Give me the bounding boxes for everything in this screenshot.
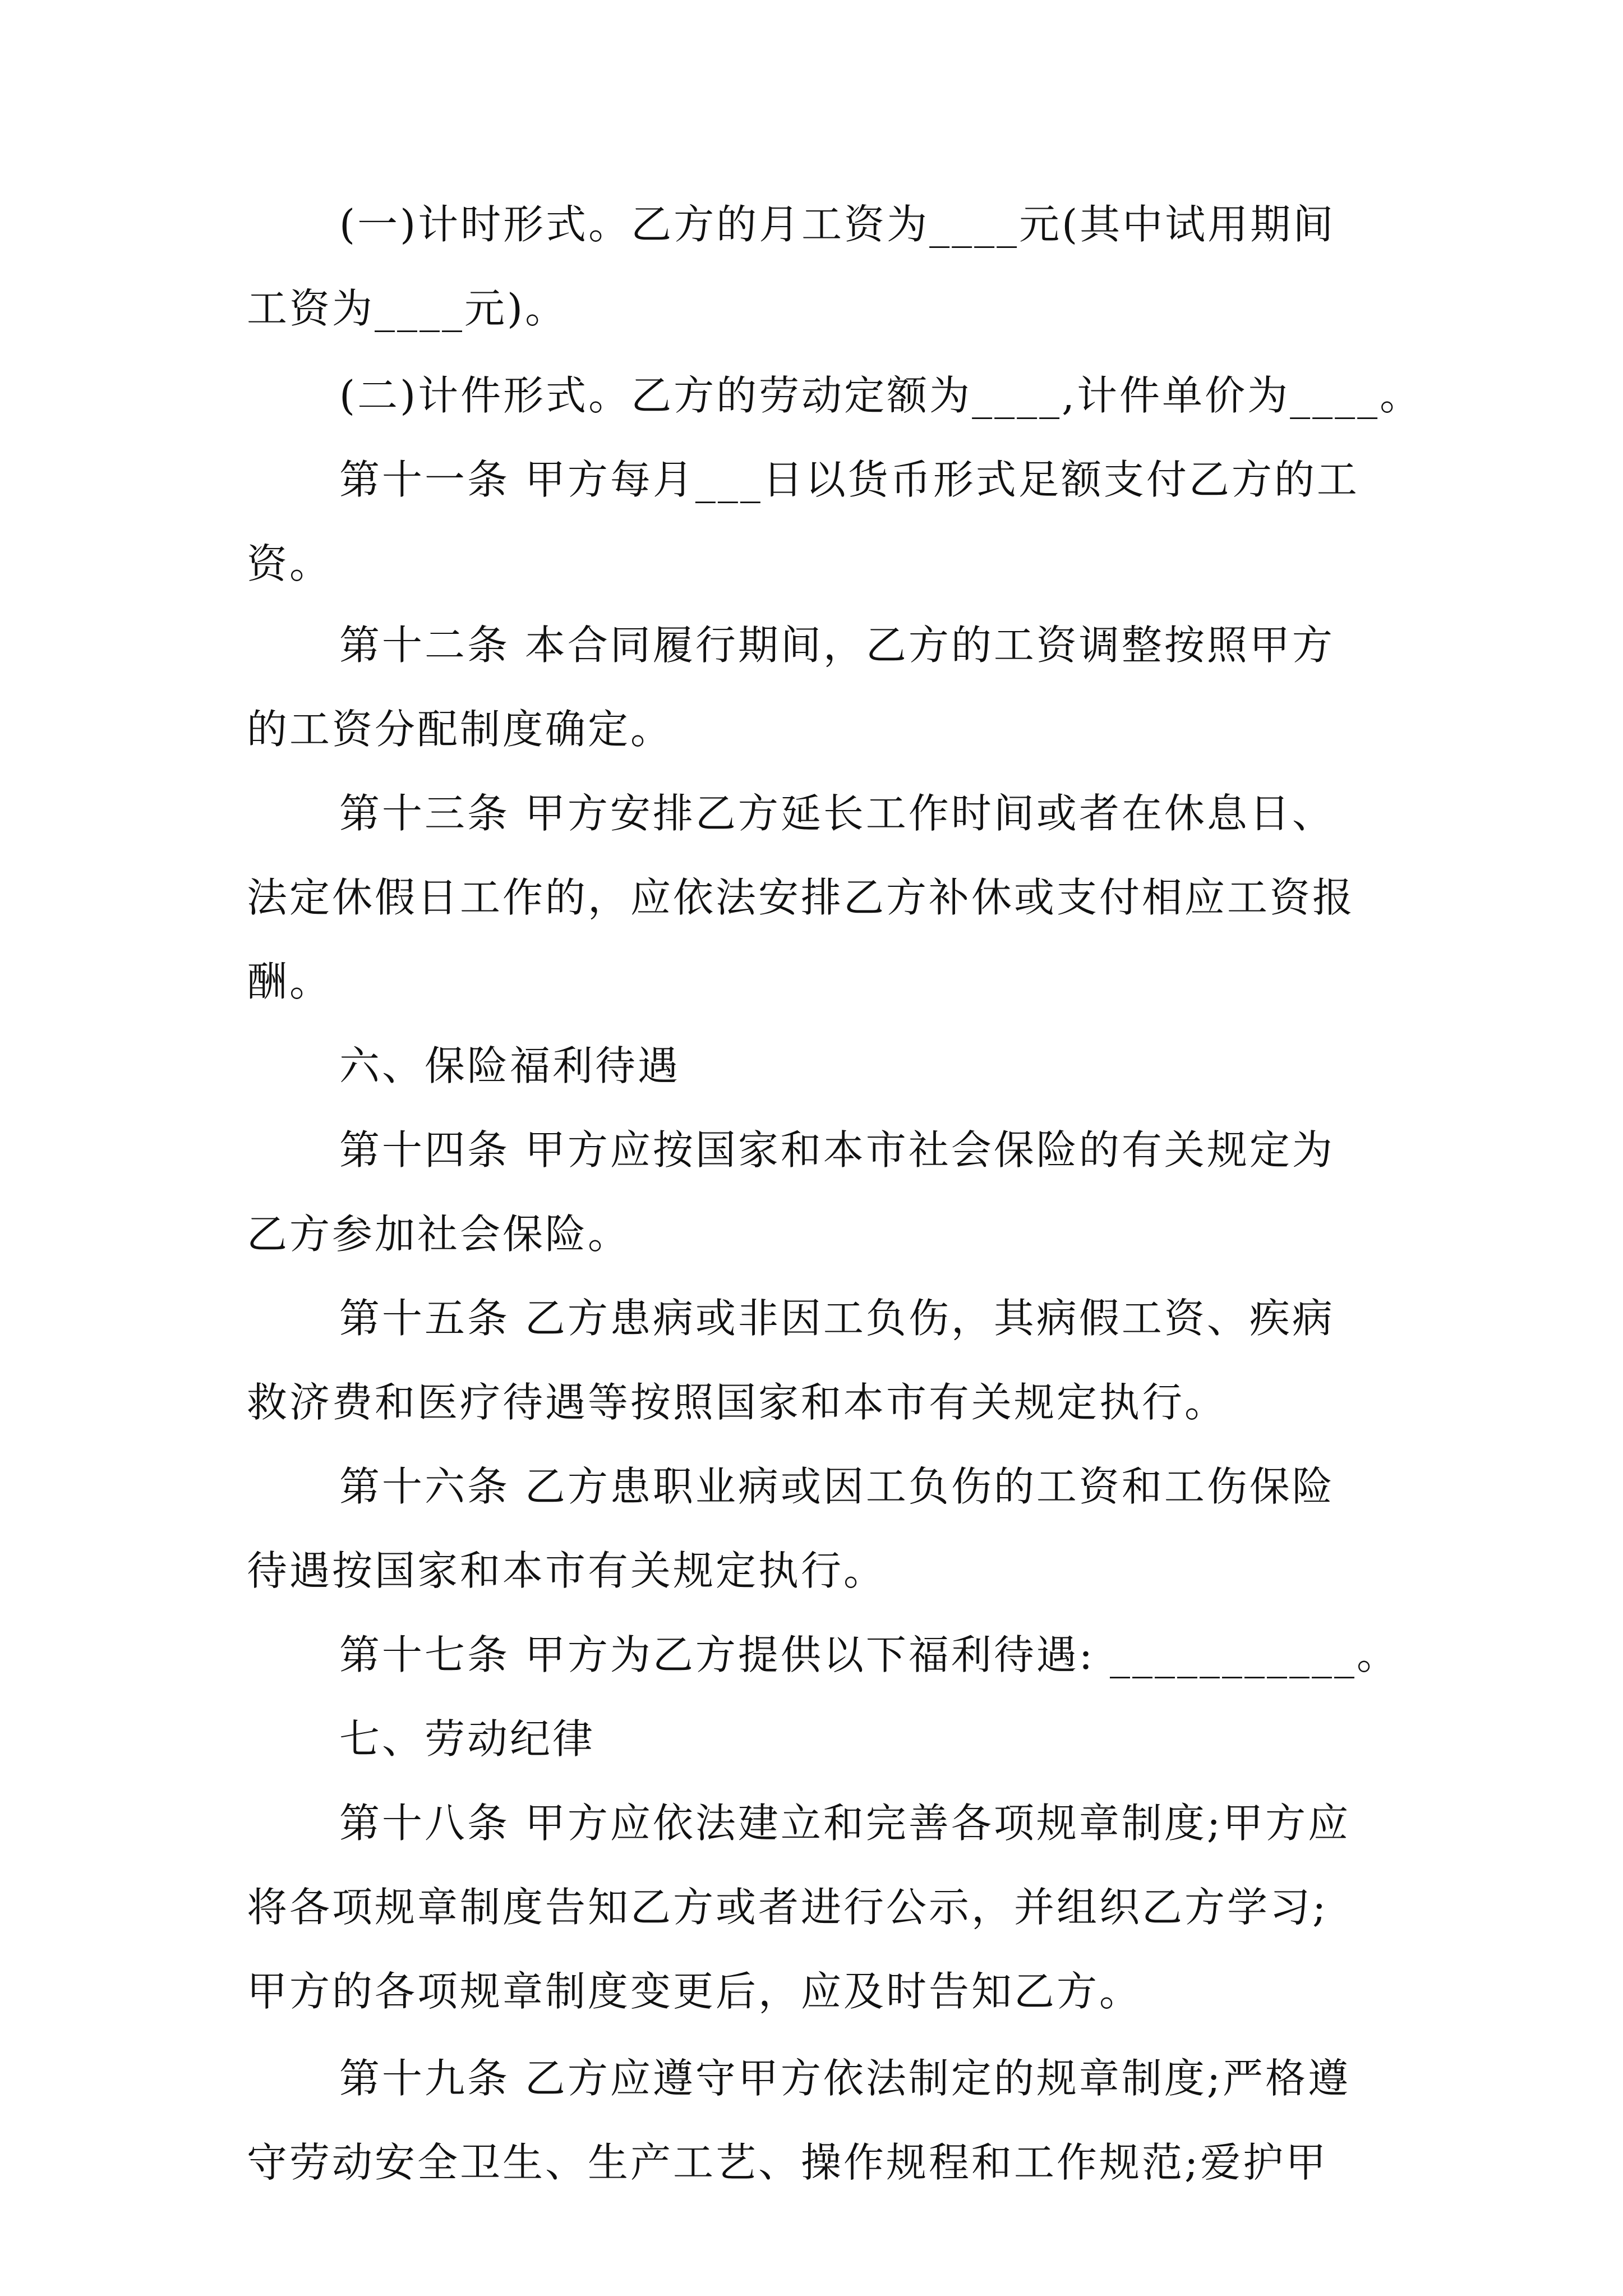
section-heading-insurance: 六、保险福利待遇 xyxy=(339,1042,681,1089)
text-line-9: 法定休假日工作的，应依法安排乙方补休或支付相应工资报 xyxy=(247,874,1355,921)
text-line-12: 第十四条 甲方应按国家和本市社会保险的有关规定为 xyxy=(339,1126,1335,1174)
text-line-1: (一)计时形式。乙方的月工资为____元(其中试用期间 xyxy=(339,201,1336,248)
text-line-6: 第十二条 本合同履行期间，乙方的工资调整按照甲方 xyxy=(339,622,1335,669)
section-heading-discipline: 七、劳动纪律 xyxy=(339,1715,596,1763)
text-line-24: 守劳动安全卫生、生产工艺、操作规程和工作规范;爱护甲 xyxy=(247,2139,1329,2186)
text-line-15: 救济费和医疗待遇等按照国家和本市有关规定执行。 xyxy=(247,1379,1228,1426)
text-line-10: 酬。 xyxy=(247,958,333,1005)
text-line-22: 甲方的各项规章制度变更后，应及时告知乙方。 xyxy=(247,1968,1142,2015)
text-line-13: 乙方参加社会保险。 xyxy=(247,1211,631,1258)
text-line-23: 第十九条 乙方应遵守甲方依法制定的规章制度;严格遵 xyxy=(339,2055,1351,2102)
text-line-8: 第十三条 甲方安排乙方延长工作时间或者在休息日、 xyxy=(339,790,1335,837)
text-line-18: 第十七条 甲方为乙方提供以下福利待遇: ___________。 xyxy=(339,1631,1400,1678)
text-line-4: 第十一条 甲方每月___日以货币形式足额支付乙方的工 xyxy=(339,456,1359,503)
text-line-7: 的工资分配制度确定。 xyxy=(247,706,674,753)
text-line-14: 第十五条 乙方患病或非因工负伤，其病假工资、疾病 xyxy=(339,1295,1335,1342)
text-line-17: 待遇按国家和本市有关规定执行。 xyxy=(247,1547,887,1594)
text-line-2: 工资为____元)。 xyxy=(247,285,568,332)
text-line-3: (二)计件形式。乙方的劳动定额为____,计件单价为____。 xyxy=(339,372,1423,419)
text-line-16: 第十六条 乙方患职业病或因工负伤的工资和工伤保险 xyxy=(339,1463,1335,1510)
text-line-21: 将各项规章制度告知乙方或者进行公示，并组织乙方学习; xyxy=(247,1884,1329,1931)
text-line-20: 第十八条 甲方应依法建立和完善各项规章制度;甲方应 xyxy=(339,1800,1351,1847)
text-line-5: 资。 xyxy=(247,540,333,587)
